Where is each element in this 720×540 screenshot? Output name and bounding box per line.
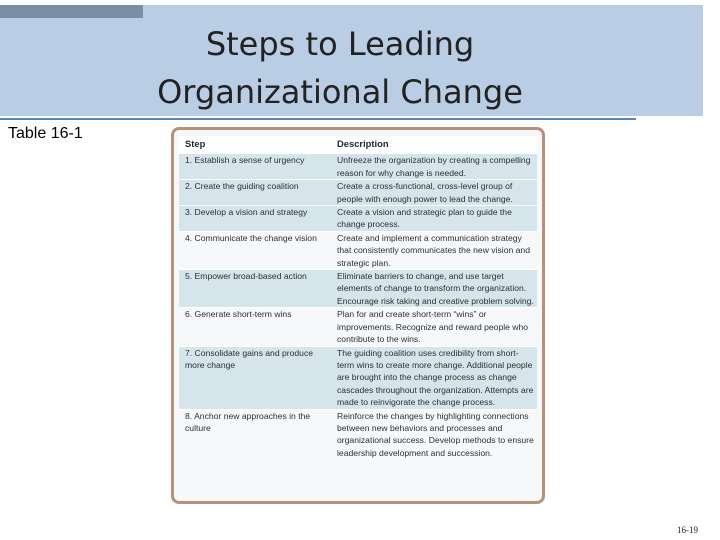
header-step: Step xyxy=(179,136,331,154)
description-cell: Create a cross-functional, cross-level group of people with enough power to lead the change. xyxy=(331,180,537,206)
slide-title xyxy=(140,20,540,116)
step-cell: 4. Communicate the change vision xyxy=(179,231,331,269)
slide-title-line-2: Organizational Change xyxy=(157,73,523,111)
title-accent-bar xyxy=(0,5,143,18)
page-number: 16-19 xyxy=(677,525,698,535)
description-cell: Unfreeze the organization by creating a compelling reason for why change is needed. xyxy=(331,154,537,180)
step-cell: 8. Anchor new approaches in the culture xyxy=(179,409,331,459)
table-row xyxy=(179,206,537,232)
step-cell: 3. Develop a vision and strategy xyxy=(179,206,331,232)
slide-title-line-1: Steps to Leading xyxy=(205,25,475,63)
step-cell: 6. Generate short-term wins xyxy=(179,308,331,346)
description-cell: Create a vision and strategic plan to guide the change process. xyxy=(331,206,537,232)
steps-table xyxy=(179,136,537,459)
description-cell: Eliminate barriers to change, and use target elements of change to transform the organization. Encourage risk taking and creative problem solving. xyxy=(331,270,537,308)
table-row xyxy=(179,180,537,206)
table-row xyxy=(179,154,537,180)
table-row xyxy=(179,308,537,346)
step-cell: 2. Create the guiding coalition xyxy=(179,180,331,206)
table-row xyxy=(179,346,537,409)
step-cell: 5. Empower broad-based action xyxy=(179,270,331,308)
step-cell: 7. Consolidate gains and produce more change xyxy=(179,346,331,409)
table-label: Table 16-1 xyxy=(8,125,83,142)
description-cell: Reinforce the changes by highlighting connections between new behaviors and processes and organizational success. Develop methods to ensure leadership development and succession. xyxy=(331,409,537,459)
description-cell: Create and implement a communication strategy that consistently communicates the new vision and strategic plan. xyxy=(331,231,537,269)
step-cell: 1. Establish a sense of urgency xyxy=(179,154,331,180)
title-divider xyxy=(0,118,636,120)
table-row xyxy=(179,231,537,269)
table-header-row xyxy=(179,136,537,154)
description-cell: The guiding coalition uses credibility from short-term wins to create more change. Additional people are brought into the change process as change cascades throughout the organization. Attempts are made to reinvigorate the change process. xyxy=(331,346,537,409)
header-description: Description xyxy=(331,136,537,154)
steps-table-frame xyxy=(171,127,545,504)
table-row xyxy=(179,409,537,459)
description-cell: Plan for and create short-term “wins” or improvements. Recognize and reward people who contribute to the wins. xyxy=(331,308,537,346)
table-row xyxy=(179,270,537,308)
